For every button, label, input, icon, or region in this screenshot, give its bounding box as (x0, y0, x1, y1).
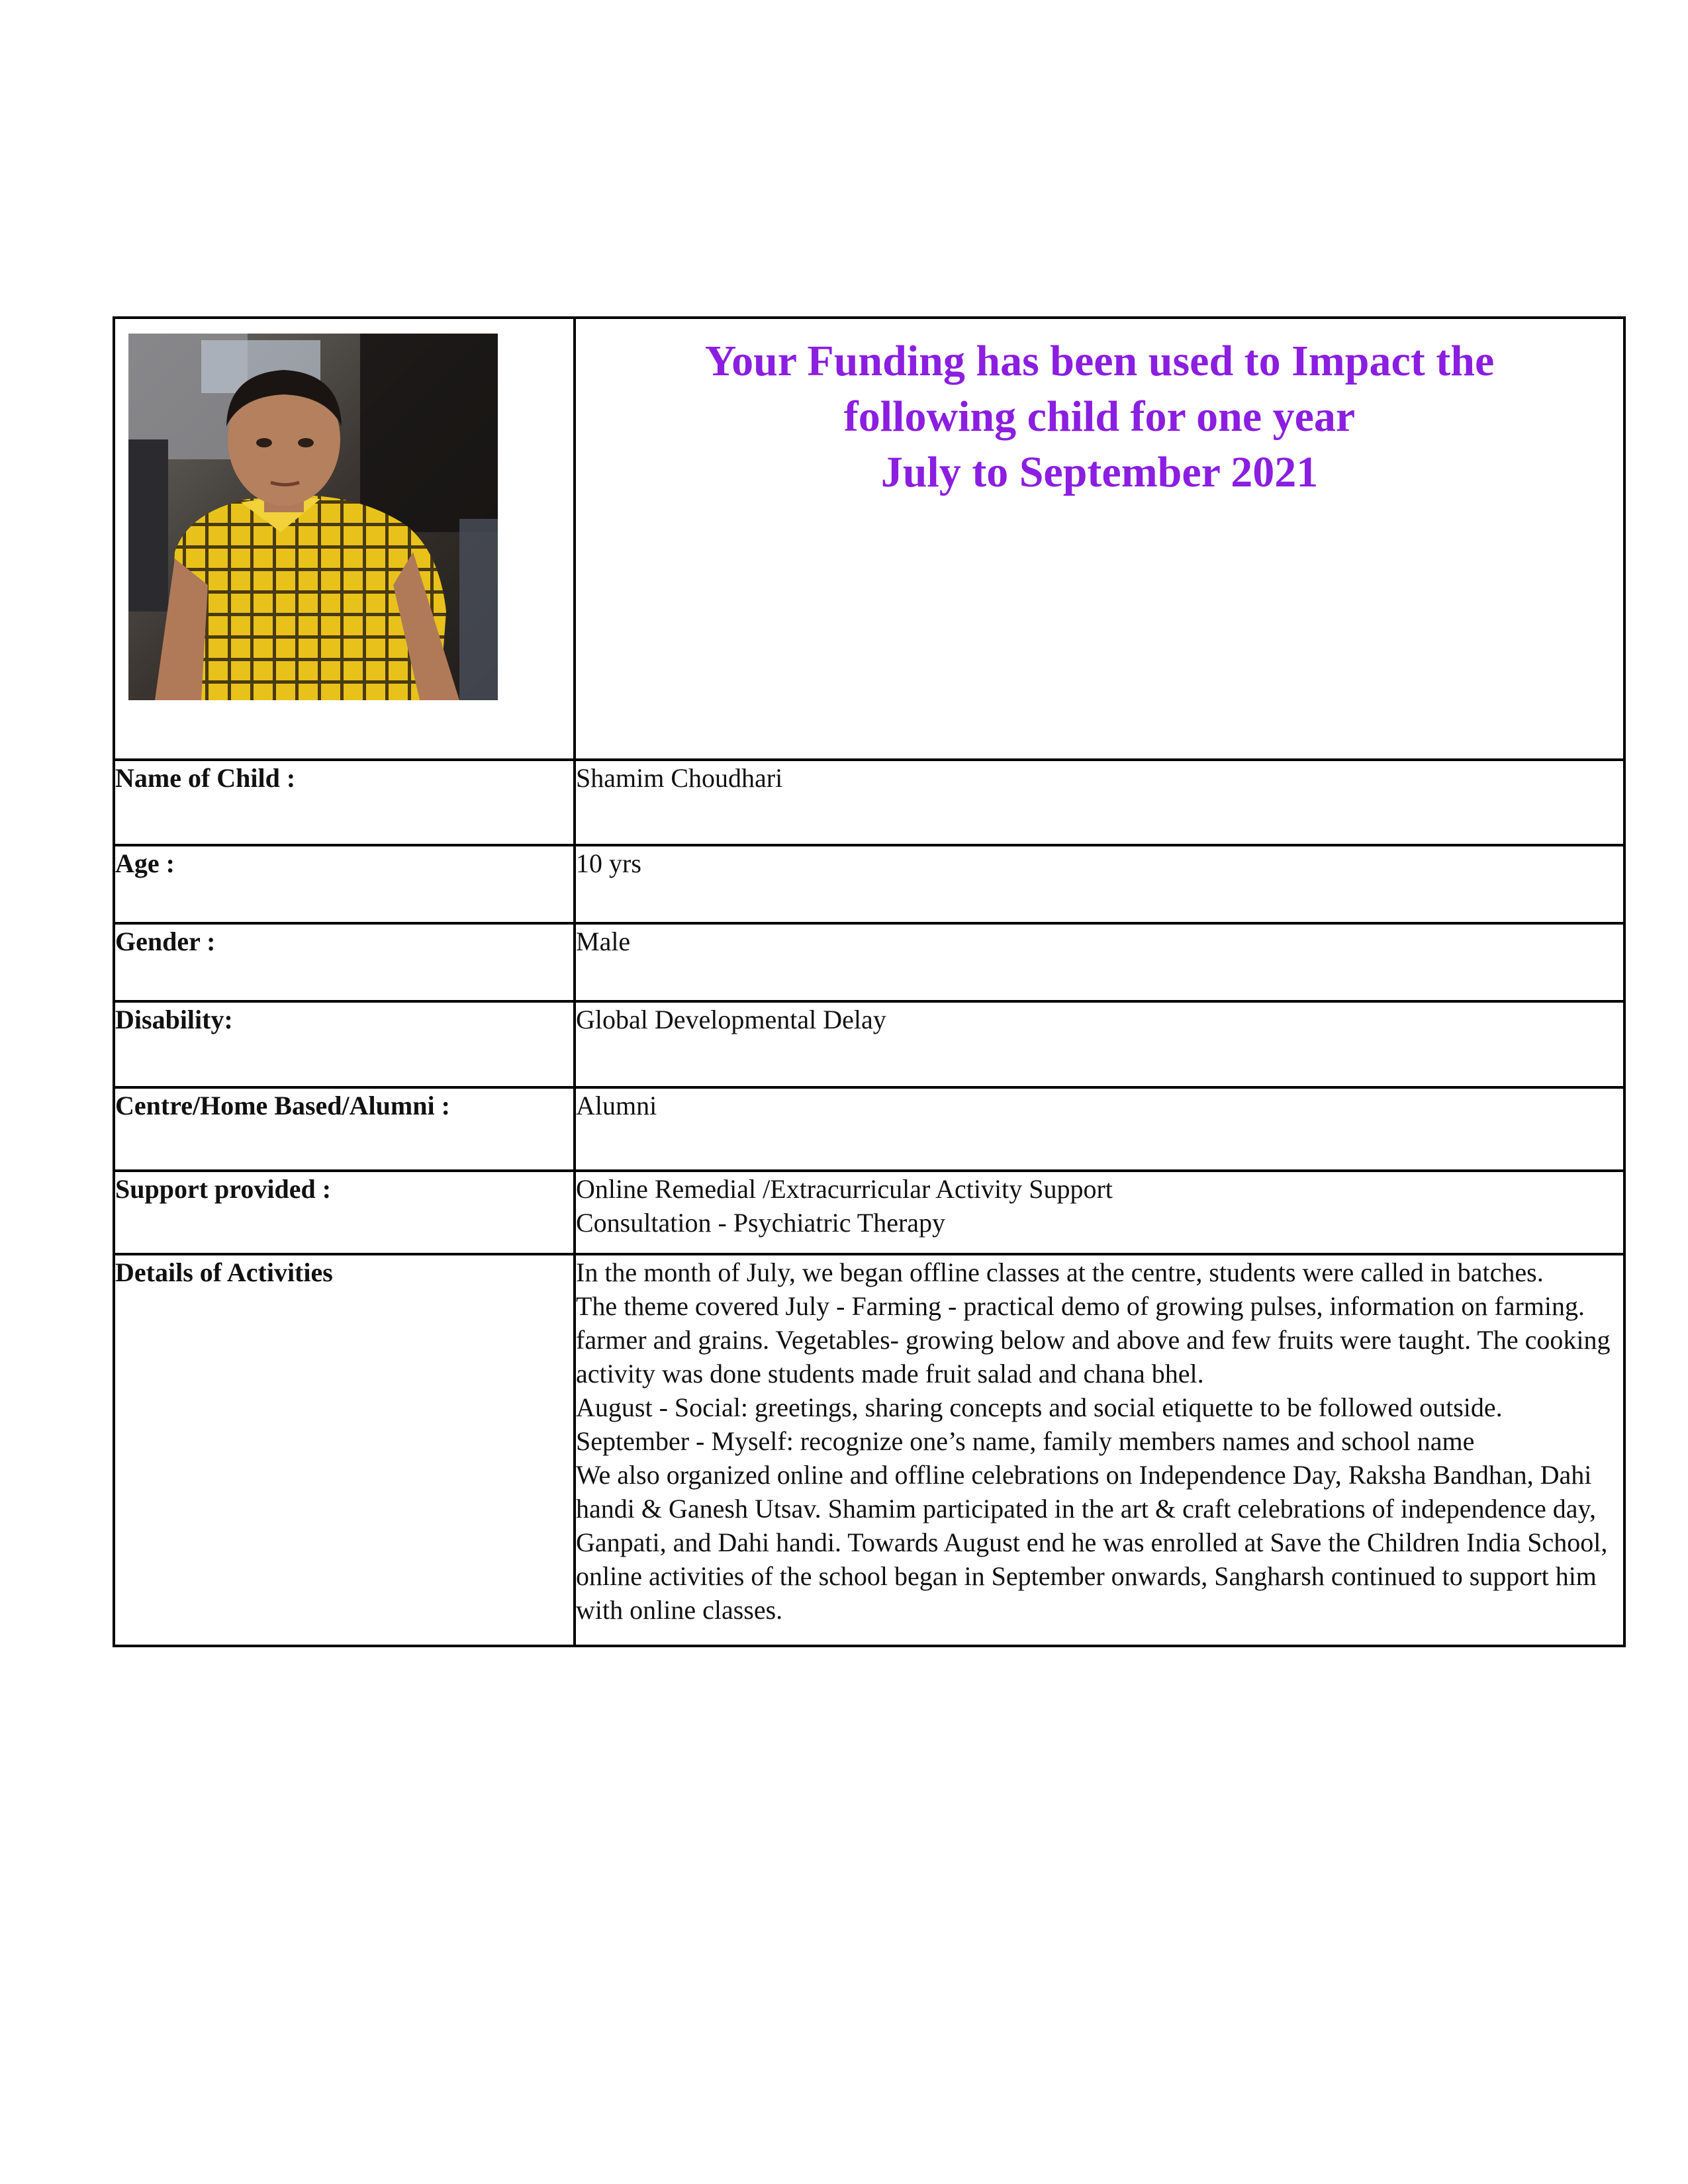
child-report-table (113, 316, 1626, 1647)
support-value (575, 1171, 1624, 1254)
gender-label: Gender : (114, 923, 575, 1001)
details-paragraph-1: In the month of July, we began offline classes at the centre, students were called in batches. (576, 1257, 1544, 1287)
centre-label: Centre/Home Based/Alumni : (114, 1087, 575, 1171)
header-row (114, 318, 1624, 760)
report-title (576, 334, 1623, 500)
centre-row (114, 1087, 1624, 1171)
support-label: Support provided : (114, 1171, 575, 1254)
details-paragraph-2: The theme covered July - Farming - practical demo of growing pulses, information on farming. farmer and grains. Vegetables- growing below and above and few fruits were taught. The cooking activity was done students made fruit salad and chana bhel. (576, 1291, 1611, 1388)
age-label: Age : (114, 845, 575, 923)
disability-row (114, 1001, 1624, 1087)
gender-row (114, 923, 1624, 1001)
title-line-1: Your Funding has been used to Impact the (704, 337, 1495, 385)
child-photo-illustration (128, 334, 498, 700)
disability-label: Disability: (114, 1001, 575, 1087)
title-cell (575, 318, 1624, 760)
centre-value: Alumni (575, 1087, 1624, 1171)
child-photo (128, 334, 498, 700)
name-value: Shamim Choudhari (575, 760, 1624, 845)
title-line-3: July to September 2021 (880, 448, 1319, 496)
details-value (575, 1254, 1624, 1646)
photo-cell (114, 318, 575, 760)
details-paragraph-4: September - Myself: recognize one’s name, family members names and school name (576, 1426, 1475, 1456)
disability-value: Global Developmental Delay (575, 1001, 1624, 1087)
gender-value: Male (575, 923, 1624, 1001)
details-paragraph-5: We also organized online and offline celebrations on Independence Day, Raksha Bandhan, Dahi handi & Ganesh Utsav. Shamim participated in the art & craft celebrations of independence day, Ganpati, and Dahi handi. Towards August end he was enrolled at Save the Children India School, online activities of the school began in September onwards, Sangharsh continued to support him with online classes. (576, 1460, 1608, 1625)
title-line-2: following child for one year (843, 392, 1356, 441)
name-label: Name of Child : (114, 760, 575, 845)
details-row (114, 1254, 1624, 1646)
details-paragraph-3: August - Social: greetings, sharing concepts and social etiquette to be followed outside. (576, 1392, 1503, 1422)
support-line-2: Consultation - Psychiatric Therapy (576, 1208, 946, 1238)
age-row (114, 845, 1624, 923)
support-line-1: Online Remedial /Extracurricular Activity Support (576, 1174, 1113, 1204)
age-value: 10 yrs (575, 845, 1624, 923)
details-label: Details of Activities (114, 1254, 575, 1646)
support-row (114, 1171, 1624, 1254)
name-row (114, 760, 1624, 845)
